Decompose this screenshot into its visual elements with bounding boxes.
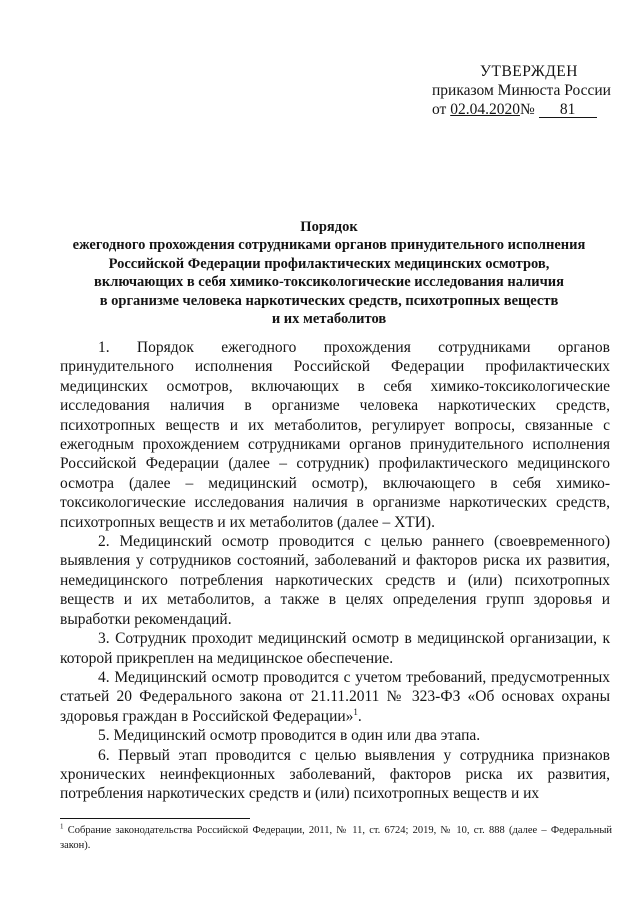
approval-block [420, 62, 620, 119]
paragraph-5: 5. Медицинский осмотр проводится в один или два этапа. [98, 727, 481, 745]
paragraph-1: 1. Порядок ежегодного прохождения сотрудниками органов принудительного исполнения Российской Федерации профилактических медицинских осмотров, включающих в себя химико-токсикологические исследования наличия в организме человека наркотических средств, психотропных веществ и их метаболитов, регулирует вопросы, связанные с ежегодным прохождением сотрудниками органов принудительного исполнения Российской Федерации (далее – сотрудник) профилактического медицинского осмотра (далее – медицинский осмотр), включающего в себя химико-токсикологические исследования наличия в организме наркотических средств, психотропных веществ и их метаболитов (далее – ХТИ). [60, 339, 610, 531]
footnote [60, 823, 612, 853]
title-line: Российской Федерации профилактических медицинских осмотров, [108, 255, 550, 272]
footnote-mark: 1 [60, 822, 64, 831]
footnote-text: Собрание законодательства Российской Федерации, 2011, № 11, ст. 6724; 2019, № 10, ст. 888 (далее – Федеральный закон). [60, 825, 613, 851]
paragraph-2: 2. Медицинский осмотр проводится с целью раннего (своевременного) выявления у сотрудников состояний, заболеваний и факторов риска их развития, немедицинского потребления наркотических средств и (или) психотропных веществ и их метаболитов, а также в целях определения групп здоровья и выработки рекомендаций. [60, 533, 610, 628]
title-line: включающих в себя химико-токсикологические исследования наличия [94, 274, 564, 291]
approval-date-number [420, 100, 620, 119]
title-heading: Порядок [300, 219, 358, 235]
paragraph-4: 4. Медицинский осмотр проводится с учетом требований, предусмотренных статьей 20 Федерального закона от 21.11.2011 № 323-ФЗ «Об основах охраны здоровья граждан в Российской Федерации»$^1$. [60, 668, 610, 725]
footnote-divider [60, 818, 250, 819]
title-line: в организме человека наркотических средств, психотропных веществ [99, 292, 559, 309]
approval-date: 02.04.2020 [450, 101, 520, 118]
title-line: и их метаболитов [271, 311, 387, 328]
paragraph-3: 3. Сотрудник проходит медицинский осмотр в медицинской организации, к которой прикреплен на медицинское обеспечение. [60, 630, 610, 667]
footnote-ref: 1 [353, 706, 358, 717]
paragraph-4-text: 4. Медицинский осмотр проводится с учетом требований, предусмотренных статьей 20 Федерального закона от 21.11.2011 № 323-ФЗ «Об основах охраны здоровья граждан в Российской Федерации» [60, 668, 610, 725]
title-line: ежегодного прохождения сотрудниками органов принудительного исполнения [72, 237, 586, 254]
approval-number: 81 [539, 102, 597, 118]
document-body [60, 338, 610, 804]
document-title [40, 218, 618, 328]
approval-stamp: УТВЕРЖДЕН [480, 63, 578, 80]
date-prefix: от [432, 101, 447, 118]
paragraph-6: 6. Первый этап проводится с целью выявления у сотрудника признаков хронических неинфекционных заболеваний, факторов риска их развития, потребления наркотических средств и (или) психотропных веществ и их [60, 746, 610, 803]
number-sign: № [519, 101, 535, 118]
approval-order: приказом Минюста России [432, 82, 611, 99]
